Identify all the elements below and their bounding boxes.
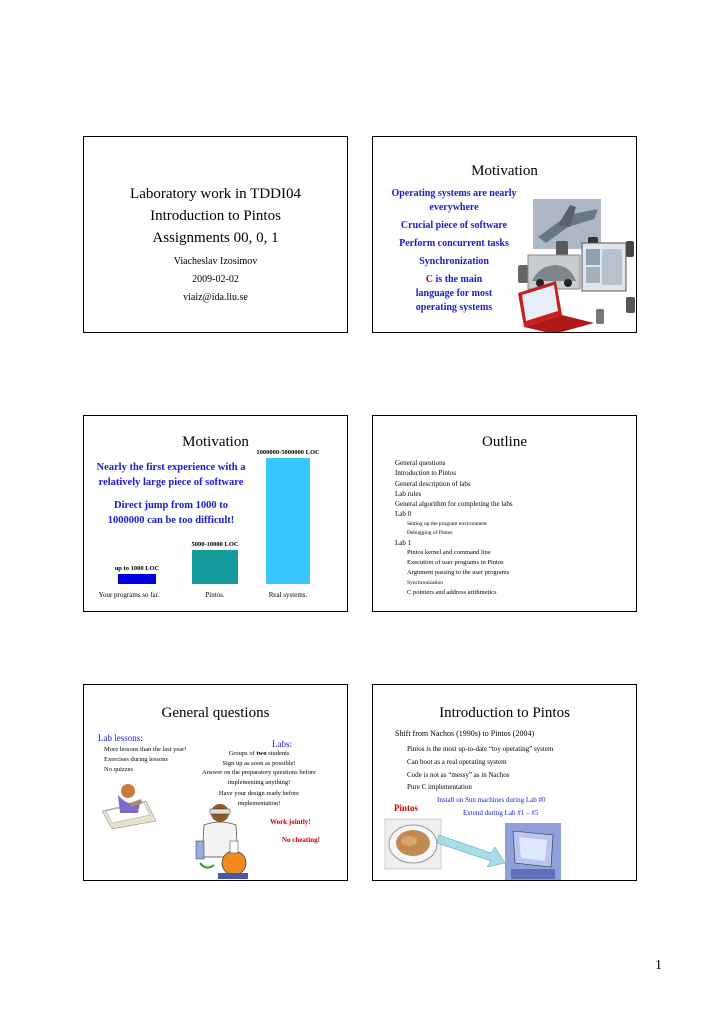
devices-collage-image (498, 197, 637, 333)
slide1-author: Viacheslav Izosimov (173, 256, 258, 267)
slide6-title: Introduction to Pintos (439, 705, 570, 721)
slide2-point5: C is the main language for most operating systems (415, 274, 493, 313)
extend-note: Extend during Lab #1 – #5 (463, 809, 539, 817)
category-label: Pintos. (205, 591, 225, 599)
pintos-label: Pintos (394, 803, 419, 813)
pintos-bullet: Pintos is the most up-to-date “toy operating” system (407, 745, 554, 753)
pintos-to-computer-illustration (373, 813, 573, 881)
pintos-bullet: Pure C implementation (407, 783, 472, 792)
c-language-letter: C (425, 274, 434, 285)
slide-4 (372, 415, 637, 612)
outline-subitem: Pintos kernel and command line (407, 549, 491, 557)
slide2-point1: Operating systems are nearly everywhere (391, 188, 517, 213)
slide1-email: viaiz@ida.liu.se (183, 292, 248, 303)
outline-subitem: Argument passing to the user programs (407, 569, 510, 577)
slide5-title: General questions (161, 705, 270, 721)
labs-design: Have your design ready before implementation! (218, 790, 300, 807)
slide3-text1: Nearly the first experience with a relatively large piece of software (96, 462, 246, 488)
labs-answer: Answer on the preparatory questions before implementing anything! (202, 769, 316, 786)
scientist-chemistry-image (190, 801, 252, 881)
outline-subitem: Synchronization (407, 580, 444, 587)
student-writing-image (100, 781, 158, 829)
computer-icon (505, 823, 561, 881)
bar-0 (118, 574, 156, 584)
outline-item: General description of labs (395, 479, 471, 488)
slide1-line2: Introduction to Pintos (150, 208, 281, 224)
arrow-icon (437, 835, 505, 867)
phone-icon (518, 265, 528, 283)
slide-2 (372, 136, 637, 333)
outline-subitem: Setting up the program environment (407, 520, 487, 527)
slide4-title: Outline (482, 434, 527, 450)
bar-data-label: 1000000-5000000 LOC (256, 449, 320, 456)
lesson-item: More lessons than the last year! (104, 746, 187, 753)
outline-item: Lab 0 (395, 510, 412, 519)
slide3-text2: Direct jump from 1000 to 1000000 can be too difficult! (107, 500, 235, 526)
monitor-icon (582, 243, 626, 291)
slide-3 (83, 415, 348, 612)
phone-icon (626, 297, 635, 313)
category-label: Your programs so far. (98, 591, 160, 599)
bar-data-label: 5000-10000 LOC (191, 541, 239, 548)
work-jointly-text: Work jointly! (270, 818, 311, 826)
slide-5 (83, 684, 348, 881)
slide1-line1: Laboratory work in TDDI04 (130, 186, 301, 202)
slide2-title: Motivation (471, 163, 538, 179)
outline-item: Introduction to Pintos (395, 469, 457, 478)
slide1-line3: Assignments 00, 0, 1 (152, 230, 279, 246)
page-number: 1 (655, 958, 662, 973)
labs-groups: Groups of two students (228, 750, 290, 757)
category-label: Real systems. (268, 591, 308, 599)
labs-heading: Labs: (272, 739, 292, 749)
lab-lessons-heading: Lab lessons: (98, 733, 143, 743)
outline-item: Lab 1 (395, 538, 412, 547)
slide2-point4: Synchronization (419, 256, 489, 267)
bean-bowl-icon (385, 819, 441, 869)
bar-2 (266, 458, 310, 584)
no-cheating-text: No cheating! (282, 836, 320, 844)
slide1-date: 2009-02-02 (192, 274, 239, 285)
slide2-point2: Crucial piece of software (400, 220, 508, 231)
install-note: Install on Sun machines during Lab #0 (437, 796, 546, 804)
outline-item: Lab rules (395, 489, 422, 498)
slide6-shift: Shift from Nachos (1990s) to Pintos (2004) (395, 729, 535, 738)
outline-item: General algorithm for completing the labs (395, 500, 513, 509)
pintos-bullet: Can boot as a real operating system (407, 757, 507, 766)
bar-data-label: up to 1000 LOC (114, 565, 160, 572)
slide2-point3: Perform concurrent tasks (399, 238, 509, 249)
outline-item: General questions (395, 459, 446, 467)
labs-signup: Sign up as soon as possible! (222, 759, 296, 767)
loc-bar-chart (84, 416, 348, 612)
bar-1 (192, 550, 238, 584)
phone-icon (596, 309, 604, 324)
phone-icon (626, 241, 634, 257)
slide3-title: Motivation (182, 434, 249, 450)
lesson-item: Exercises during lessons (104, 756, 168, 763)
outline-subitem: Debugging of Pintos (407, 529, 453, 536)
pintos-bullet: Code is not as “messy” as in Nachos (407, 770, 510, 779)
lesson-item: No quizzes (104, 766, 134, 773)
outline-subitem: C pointers and address arithmetics (407, 589, 497, 597)
outline-subitem: Execution of user programs in Pintos (407, 559, 504, 567)
slide-1 (83, 136, 348, 333)
slide-6 (372, 684, 637, 881)
